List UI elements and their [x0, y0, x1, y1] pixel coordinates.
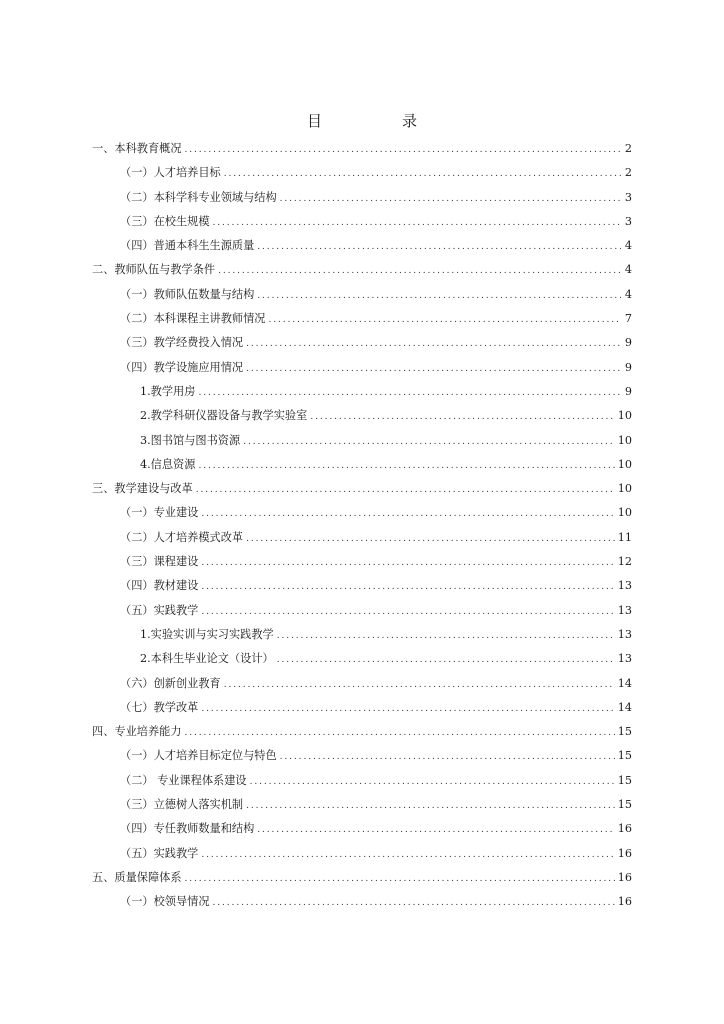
toc-entry-page-number: 3 [624, 214, 632, 228]
toc-entry-label: （一）人才培养目标定位与特色 [120, 749, 277, 763]
toc-entry-label: （五）实践教学 [120, 603, 199, 617]
toc-entry-page-number: 9 [624, 336, 632, 350]
toc-entry-page-number: 9 [624, 360, 632, 374]
toc-entry-label: （四）教材建设 [120, 579, 199, 593]
toc-leader-dots [246, 332, 621, 356]
toc-title [0, 110, 724, 131]
toc-entry-label: 1.教学用房 [140, 384, 196, 398]
toc-leader-dots [310, 405, 614, 429]
toc-entry-page-number: 15 [617, 749, 632, 763]
toc-entry[interactable] [92, 137, 632, 161]
toc-entry[interactable] [92, 696, 632, 720]
toc-entry[interactable] [92, 574, 632, 598]
toc-entry[interactable] [92, 258, 632, 282]
toc-entry[interactable] [92, 550, 632, 574]
toc-title-char-1: 目 [306, 112, 322, 130]
toc-entry-label: （四）专任教师数量和结构 [120, 822, 255, 836]
toc-entry-page-number: 16 [617, 846, 632, 860]
toc-entry-page-number: 3 [624, 190, 632, 204]
toc-entry-label: （七）教学改革 [120, 700, 199, 714]
toc-leader-dots [268, 308, 621, 332]
toc-entry-page-number: 16 [617, 870, 632, 884]
toc-entry[interactable] [92, 793, 632, 817]
toc-entry[interactable] [92, 161, 632, 185]
toc-entry-page-number: 12 [617, 555, 632, 569]
toc-entry-page-number: 7 [624, 312, 632, 326]
toc-entry[interactable] [92, 647, 632, 671]
toc-entry-label: 二、教师队伍与教学条件 [92, 263, 216, 277]
toc-entry-label: 4.信息资源 [140, 457, 196, 471]
toc-entry-page-number: 13 [617, 603, 632, 617]
toc-leader-dots [257, 235, 621, 259]
toc-entry[interactable] [92, 672, 632, 696]
toc-entry-page-number: 10 [617, 457, 632, 471]
toc-entry[interactable] [92, 866, 632, 890]
toc-entry[interactable] [92, 453, 632, 477]
toc-leader-dots [201, 575, 614, 599]
toc-entry[interactable] [92, 404, 632, 428]
toc-entry-label: （三）教学经费投入情况 [120, 336, 244, 350]
toc-entry-label: 四、专业培养能力 [92, 725, 182, 739]
toc-leader-dots [201, 502, 614, 526]
toc-entry[interactable] [92, 744, 632, 768]
toc-entry-page-number: 2 [624, 142, 632, 155]
toc-entry[interactable] [92, 623, 632, 647]
toc-entry-label: （二） 专业课程体系建设 [120, 773, 247, 787]
toc-leader-dots [257, 818, 614, 842]
toc-entry-page-number: 14 [617, 676, 632, 690]
toc-entry[interactable] [92, 769, 632, 793]
toc-entry-page-number: 14 [617, 700, 632, 714]
toc-leader-dots [280, 745, 615, 769]
toc-entry-label: （一）教师队伍数量与结构 [120, 287, 255, 301]
toc-entry-label: （二）人才培养模式改革 [120, 530, 244, 544]
toc-entry-page-number: 16 [617, 822, 632, 836]
toc-entry-page-number: 13 [617, 652, 632, 666]
toc-entry[interactable] [92, 429, 632, 453]
toc-leader-dots [185, 721, 615, 745]
toc-entry-page-number: 10 [617, 409, 632, 423]
toc-leader-dots [246, 357, 621, 381]
toc-leader-dots [250, 770, 615, 794]
toc-entry[interactable] [92, 234, 632, 258]
toc-leader-dots [277, 624, 615, 648]
toc-entry[interactable] [92, 307, 632, 331]
toc-entry[interactable] [92, 720, 632, 744]
toc-entry-label: 2.本科生毕业论文（设计） [140, 652, 274, 666]
toc-entry[interactable] [92, 477, 632, 501]
toc-entry[interactable] [92, 356, 632, 380]
toc-entry-page-number: 2 [624, 166, 632, 180]
toc-leader-dots [185, 867, 615, 891]
toc-leader-dots [213, 211, 621, 235]
toc-leader-dots [243, 430, 615, 454]
toc-entry-page-number: 15 [617, 773, 632, 787]
toc-leader-dots [246, 794, 615, 818]
toc-leader-dots [201, 697, 614, 721]
toc-leader-dots [201, 843, 614, 867]
toc-entry-label: （二）本科课程主讲教师情况 [120, 312, 266, 326]
toc-entry[interactable] [92, 186, 632, 210]
toc-entry-page-number: 15 [617, 725, 632, 739]
toc-entry-page-number: 13 [617, 627, 632, 641]
toc-entry-label: 3.图书馆与图书资源 [140, 433, 241, 447]
toc-entry-page-number: 9 [624, 384, 632, 398]
toc-entry-page-number: 10 [617, 482, 632, 496]
toc-entry[interactable] [92, 331, 632, 355]
toc-leader-dots [257, 284, 621, 308]
toc-leader-dots [198, 381, 621, 405]
toc-entry-label: 1.实验实训与实习实践教学 [140, 627, 274, 641]
toc-leader-dots [224, 673, 615, 697]
toc-entry[interactable] [92, 842, 632, 866]
toc-entry[interactable] [92, 380, 632, 404]
toc-entry-page-number: 4 [624, 263, 632, 277]
toc-entry-label: （四）教学设施应用情况 [120, 360, 244, 374]
toc-entry-label: （三）立德树人落实机制 [120, 798, 244, 812]
toc-entry-label: （五）实践教学 [120, 846, 199, 860]
toc-entry-label: 2.教学科研仪器设备与教学实验室 [140, 409, 308, 423]
toc-entry-label: （六）创新创业教育 [120, 676, 221, 690]
toc-entry-page-number: 11 [617, 530, 632, 544]
toc-entry-page-number: 13 [617, 579, 632, 593]
toc-entry-label: （一）专业建设 [120, 506, 199, 520]
toc-entry-page-number: 10 [617, 506, 632, 520]
toc-leader-dots [224, 162, 621, 186]
toc-entry-label: （三）课程建设 [120, 555, 199, 569]
toc-leader-dots [280, 187, 621, 211]
toc-entry[interactable] [92, 283, 632, 307]
toc-entry-page-number: 16 [617, 895, 632, 909]
toc-entry-page-number: 15 [617, 798, 632, 812]
toc-entry-page-number: 4 [624, 239, 632, 253]
toc-title-char-2: 录 [402, 112, 418, 130]
toc-entry-label: （一）校领导情况 [120, 895, 210, 909]
toc-entry-label: （一）人才培养目标 [120, 166, 221, 180]
toc-entry-label: （四）普通本科生生源质量 [120, 239, 255, 253]
toc-leader-dots [185, 138, 621, 162]
toc-leader-dots [246, 527, 615, 551]
toc-leader-dots [213, 891, 615, 915]
toc-entry-label: 五、质量保障体系 [92, 870, 182, 884]
toc-entry[interactable] [92, 890, 632, 914]
toc-entry[interactable] [92, 599, 632, 623]
table-of-contents [92, 137, 632, 915]
toc-entry-label: 三、教学建设与改革 [92, 482, 193, 496]
toc-entry-page-number: 4 [624, 287, 632, 301]
toc-entry[interactable] [92, 501, 632, 525]
toc-leader-dots [196, 478, 615, 502]
toc-entry-label: 一、本科教育概况 [92, 142, 182, 155]
toc-leader-dots [201, 551, 614, 575]
toc-entry-label: （二）本科学科专业领域与结构 [120, 190, 277, 204]
toc-leader-dots [201, 600, 614, 624]
toc-leader-dots [198, 454, 614, 478]
toc-leader-dots [218, 259, 621, 283]
toc-entry-label: （三）在校生规模 [120, 214, 210, 228]
toc-entry[interactable] [92, 526, 632, 550]
toc-leader-dots [277, 648, 615, 672]
toc-entry[interactable] [92, 210, 632, 234]
toc-entry[interactable] [92, 817, 632, 841]
toc-entry-page-number: 10 [617, 433, 632, 447]
